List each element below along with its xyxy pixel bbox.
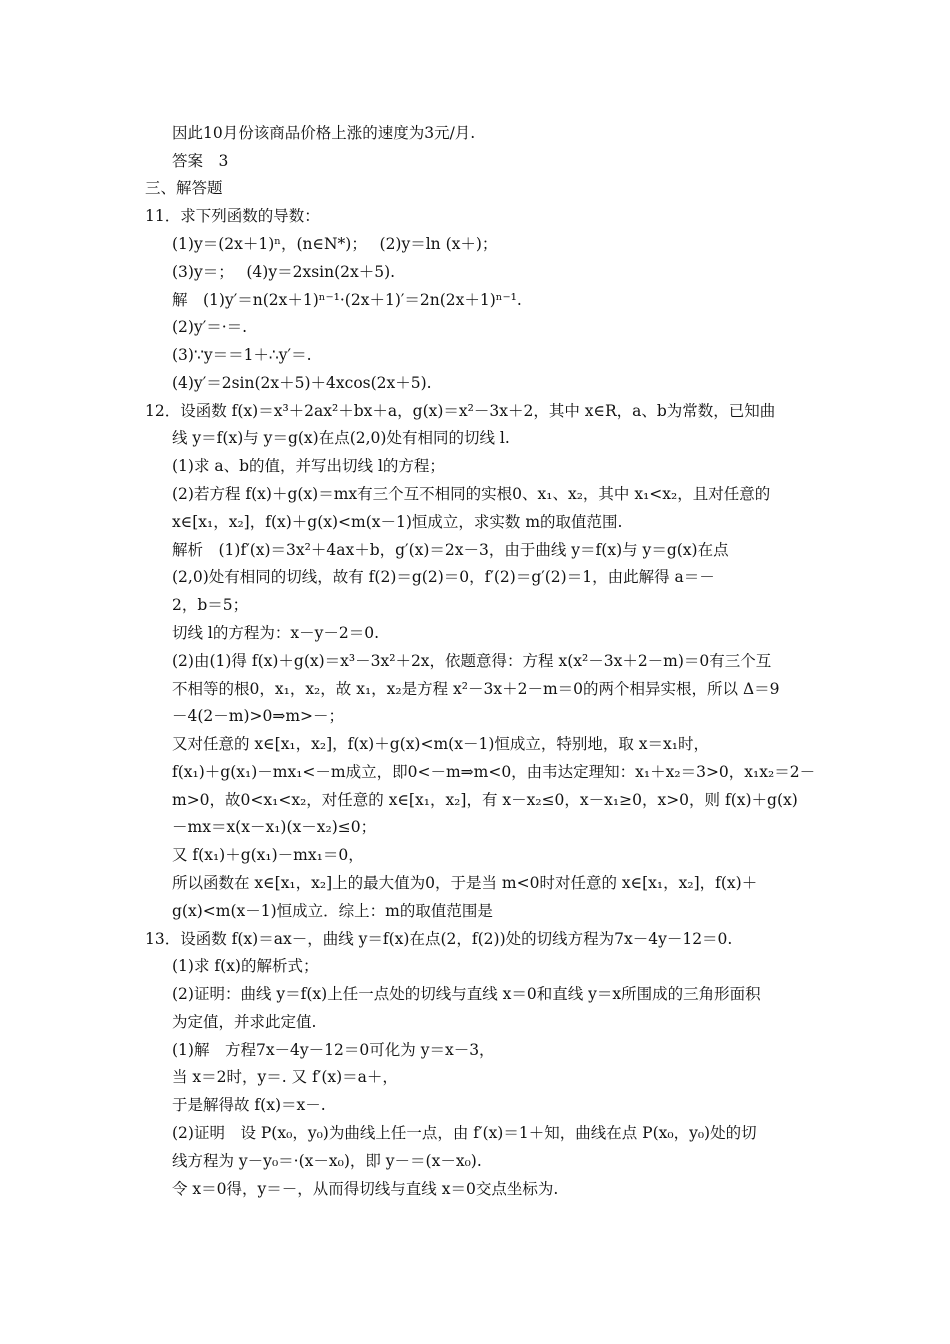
text-line: 答案 3	[172, 152, 229, 170]
text-line: (2)y′＝·＝.	[172, 318, 248, 336]
text-line: －mx＝x(x－x₁)(x－x₂)≤0；	[172, 818, 377, 836]
problem-11-title: 11．求下列函数的导数：	[145, 207, 320, 225]
problem-12-title: 12．设函数 f(x)＝x³＋2ax²＋bx＋a，g(x)＝x²－3x＋2，其中 x∈R，a、b为常数，已知曲	[145, 402, 776, 420]
text-line: (1)求 f(x)的解析式；	[172, 957, 319, 975]
text-line: 2，b＝5；	[172, 596, 249, 614]
problem-13-title: 13．设函数 f(x)＝ax－，曲线 y＝f(x)在点(2，f(2))处的切线方程为7x－4y－12＝0.	[145, 930, 733, 948]
text-line: 线方程为 y－y₀＝·(x－x₀)，即 y－＝(x－x₀).	[172, 1152, 482, 1170]
text-line: (3)∵y＝＝1＋∴y′＝.	[172, 346, 312, 364]
text-line: 为定值，并求此定值.	[172, 1013, 317, 1031]
text-line: (4)y′＝2sin(2x＋5)＋4xcos(2x＋5).	[172, 374, 432, 392]
text-line: 又对任意的 x∈[x₁，x₂]，f(x)＋g(x)<m(x－1)恒成立，特别地，取 x＝x₁时，	[172, 735, 709, 753]
text-line: (2)证明 设 P(x₀，y₀)为曲线上任一点，由 f′(x)＝1＋知，曲线在点 P(x₀，y₀)处的切	[172, 1124, 757, 1142]
section-heading: 三、解答题	[145, 179, 223, 197]
text-line: g(x)<m(x－1)恒成立．综上：m的取值范围是	[172, 902, 493, 920]
text-line: 切线 l的方程为：x－y－2＝0.	[172, 624, 380, 642]
text-line: 解析 (1)f′(x)＝3x²＋4ax＋b，g′(x)＝2x－3，由于曲线 y＝f(x)与 y＝g(x)在点	[172, 541, 729, 559]
text-line: (2)由(1)得 f(x)＋g(x)＝x³－3x²＋2x，依题意得：方程 x(x²－3x＋2－m)＝0有三个互	[172, 652, 772, 670]
text-line: 线 y＝f(x)与 y＝g(x)在点(2,0)处有相同的切线 l.	[172, 429, 510, 447]
text-line: 当 x＝2时，y＝. 又 f′(x)＝a＋，	[172, 1068, 398, 1086]
text-line: 解 (1)y′＝n(2x＋1)ⁿ⁻¹·(2x＋1)′＝2n(2x＋1)ⁿ⁻¹.	[172, 291, 522, 309]
text-line: 不相等的根0，x₁，x₂，故 x₁，x₂是方程 x²－3x＋2－m＝0的两个相异实根，所以 Δ＝9	[172, 680, 780, 698]
text-line: 因此10月份该商品价格上涨的速度为3元/月.	[172, 124, 476, 142]
text-line: 于是解得故 f(x)＝x－.	[172, 1096, 326, 1114]
text-line: 令 x＝0得，y＝－，从而得切线与直线 x＝0交点坐标为.	[172, 1180, 559, 1198]
text-line: m>0，故0<x₁<x₂，对任意的 x∈[x₁，x₂]，有 x－x₂≤0，x－x₁≥0，x>0，则 f(x)＋g(x)	[172, 791, 798, 809]
text-line: (2)若方程 f(x)＋g(x)＝mx有三个互不相同的实根0、x₁、x₂，其中 x₁<x₂，且对任意的	[172, 485, 771, 503]
text-line: －4(2－m)>0⇒m>－；	[172, 707, 345, 725]
text-line: (2,0)处有相同的切线，故有 f(2)＝g(2)＝0，f′(2)＝g′(2)＝1，由此解得 a＝－	[172, 568, 715, 586]
text-line: (1)解 方程7x－4y－12＝0可化为 y＝x－3，	[172, 1041, 495, 1059]
text-line: 又 f(x₁)＋g(x₁)－mx₁＝0，	[172, 846, 364, 864]
text-line: f(x₁)＋g(x₁)－mx₁<－m成立，即0<－m⇒m<0，由韦达定理知：x₁＋x₂＝3>0，x₁x₂＝2－	[172, 763, 816, 781]
text-line: (3)y＝； (4)y＝2xsin(2x＋5).	[172, 263, 396, 281]
text-line: 所以函数在 x∈[x₁，x₂]上的最大值为0，于是当 m<0时对任意的 x∈[x₁，x₂]，f(x)＋	[172, 874, 758, 892]
text-line: (1)y＝(2x＋1)ⁿ，(n∈N*)； (2)y＝ln (x＋)；	[172, 235, 498, 253]
text-line: (2)证明：曲线 y＝f(x)上任一点处的切线与直线 x＝0和直线 y＝x所围成的三角形面积	[172, 985, 761, 1003]
text-line: x∈[x₁，x₂]，f(x)＋g(x)<m(x－1)恒成立，求实数 m的取值范围.	[172, 513, 623, 531]
text-line: (1)求 a、b的值，并写出切线 l的方程；	[172, 457, 445, 475]
